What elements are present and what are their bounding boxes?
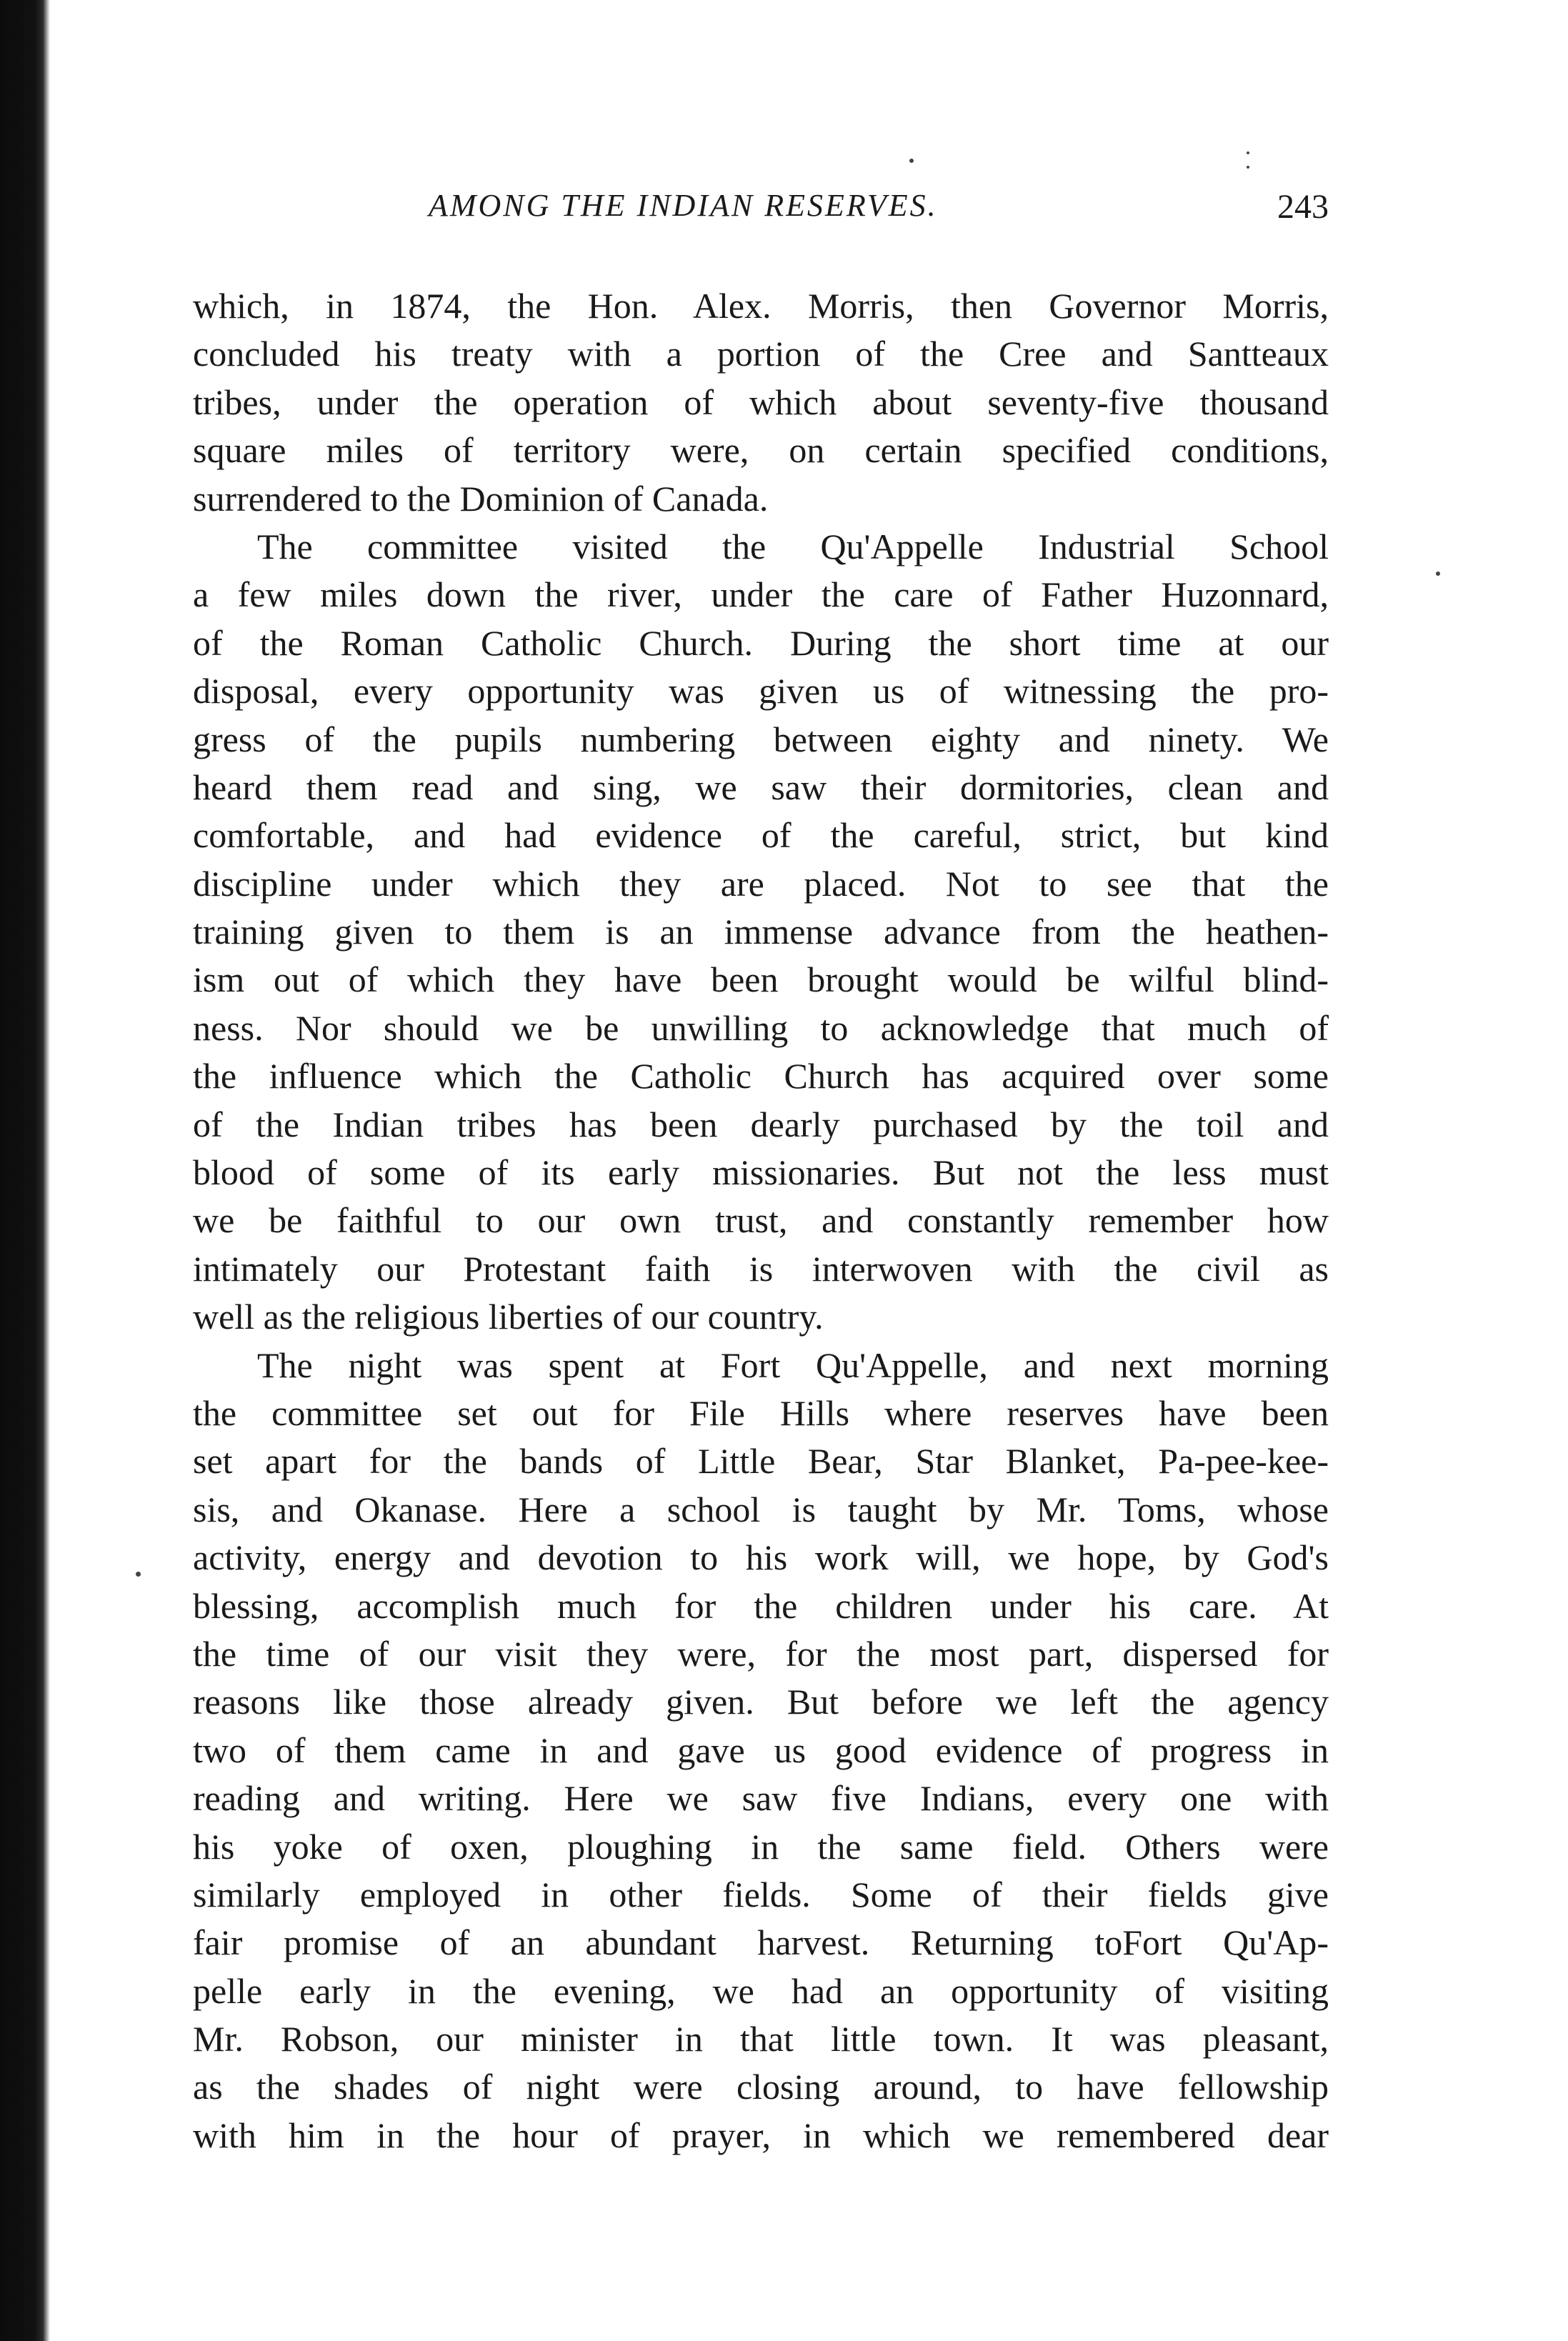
scan-speck	[1247, 151, 1249, 154]
text-line: the time of our visit they were, for the most part, dispersed for	[193, 1633, 1329, 1674]
text-line: intimately our Protestant faith is interwoven with the civil as	[193, 1248, 1329, 1289]
scan-speck	[1247, 166, 1249, 169]
text-line: activity, energy and devotion to his work will, we hope, by God's	[193, 1537, 1329, 1578]
text-line: we be faithful to our own trust, and constantly remember how	[193, 1200, 1329, 1241]
text-line: his yoke of oxen, ploughing in the same field. Others were	[193, 1826, 1329, 1867]
text-line: reasons like those already given. But before we left the agency	[193, 1682, 1329, 1722]
text-line: ness. Nor should we be unwilling to acknowledge that much of	[193, 1007, 1329, 1048]
scan-speck	[1436, 571, 1440, 576]
paragraph-start-line: The night was spent at Fort Qu'Appelle, and next morning	[257, 1344, 1329, 1385]
text-line: a few miles down the river, under the care of Father Huzonnard,	[193, 574, 1329, 615]
text-line: which, in 1874, the Hon. Alex. Morris, then Governor Morris,	[193, 286, 1329, 326]
text-line: heard them read and sing, we saw their dormitories, clean and	[193, 767, 1329, 807]
scan-speck	[136, 1572, 141, 1577]
page-header	[193, 187, 1329, 244]
text-line: square miles of territory were, on certain specified conditions,	[193, 430, 1329, 471]
text-line: with him in the hour of prayer, in which we remembered dear	[193, 2115, 1329, 2155]
text-line: fair promise of an abundant harvest. Returning toFort Qu'Ap-	[193, 1922, 1329, 1963]
page-number: 243	[1277, 188, 1329, 226]
text-line: surrendered to the Dominion of Canada.	[193, 478, 769, 519]
text-line: the influence which the Catholic Church has acquired over some	[193, 1056, 1329, 1097]
text-line: training given to them is an immense advance from the heathen-	[193, 912, 1329, 952]
text-line: as the shades of night were closing around, to have fellowship	[193, 2067, 1329, 2107]
text-line: sis, and Okanase. Here a school is taught by Mr. Toms, whose	[193, 1489, 1329, 1529]
text-line: blessing, accomplish much for the children under his care. At	[193, 1585, 1329, 1626]
text-line: the committee set out for File Hills where reserves have been	[193, 1392, 1329, 1433]
text-line: tribes, under the operation of which about seventy-five thousand	[193, 381, 1329, 422]
text-line: of the Indian tribes has been dearly purchased by the toil and	[193, 1104, 1329, 1144]
text-line: of the Roman Catholic Church. During the short time at our	[193, 622, 1329, 663]
text-line: disposal, every opportunity was given us of witnessing the pro-	[193, 671, 1329, 712]
text-line: reading and writing. Here we saw five Indians, every one with	[193, 1778, 1329, 1819]
body-text	[193, 282, 1329, 2160]
text-line: gress of the pupils numbering between eighty and ninety. We	[193, 719, 1329, 759]
paragraph-start-line: The committee visited the Qu'Appelle Industrial School	[257, 526, 1329, 566]
text-line: similarly employed in other fields. Some of their fields give	[193, 1874, 1329, 1915]
binding-shadow	[0, 0, 50, 2341]
text-line: discipline under which they are placed. Not to see that the	[193, 863, 1329, 904]
text-line: well as the religious liberties of our country.	[193, 1297, 824, 1337]
scan-speck	[909, 159, 914, 163]
text-line: pelle early in the evening, we had an opportunity of visiting	[193, 1970, 1329, 2011]
text-line: comfortable, and had evidence of the careful, strict, but kind	[193, 815, 1329, 856]
text-line: ism out of which they have been brought would be wilful blind-	[193, 959, 1329, 1000]
text-line: concluded his treaty with a portion of the Cree and Santteaux	[193, 334, 1329, 374]
running-head: AMONG THE INDIAN RESERVES.	[429, 188, 938, 223]
text-line: Mr. Robson, our minister in that little town. It was pleasant,	[193, 2019, 1329, 2060]
text-line: blood of some of its early missionaries. But not the less must	[193, 1152, 1329, 1193]
text-line: set apart for the bands of Little Bear, Star Blanket, Pa-pee-kee-	[193, 1441, 1329, 1482]
text-line: two of them came in and gave us good evidence of progress in	[193, 1729, 1329, 1770]
